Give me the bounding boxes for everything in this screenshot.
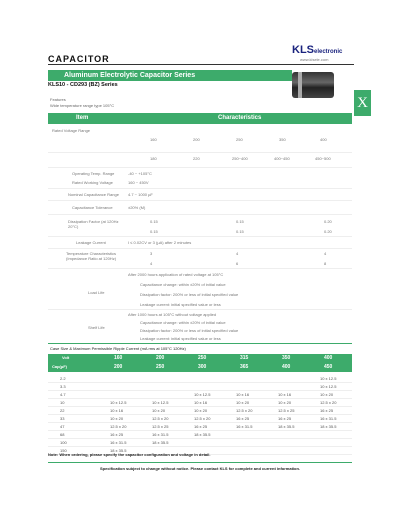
case-size-cell: 10 x 20 [152,408,166,413]
spec-cell: 0.15 [150,229,158,234]
spec-cell: I ≤ 0.02CV or 3 (µA) after 2 minutes [128,240,192,245]
case-size-cell: 10 x 20 [236,400,250,405]
spec-cell: 4 [150,261,153,266]
col-characteristics: Characteristics [218,115,262,121]
row-divider [48,430,352,431]
row-divider [48,398,352,399]
spec-label: Temperature Characteristics (Impedance Ratio at 120Hz) [66,251,117,261]
row-divider [48,214,352,215]
volt-header: 400 [324,355,333,361]
spec-cell: 4 [324,251,327,256]
spec-cell: 0.15 [236,219,244,224]
spec-cell: 450~500 [315,156,331,161]
spec-cell: 0.15 [150,219,158,224]
case-size-cell: 16 x 31.5 [152,432,169,437]
case-size-cell: 10 x 20 [278,400,292,405]
case-size-cell: 10 x 12.5 [152,400,169,405]
row-divider [48,414,352,415]
cap-value: 4.7 [60,392,66,397]
spec-cell: 350 [279,137,286,142]
spec-cell: 8 [324,261,327,266]
case-size-cell: 12.5 x 25 [152,424,169,429]
col-item: Item [76,115,89,121]
series-title-bar: Aluminum Electrolytic Capacitor Series [48,70,292,81]
row-divider [48,446,352,447]
row-divider [48,382,352,383]
spec-cell: 400~450 [274,156,290,161]
case-size-cell: 12.5 x 20 [236,408,253,413]
cap-value: 10 [60,400,65,405]
case-size-cell: 12.5 x 20 [194,416,211,421]
case-size-cell: 18 x 35.5 [194,432,211,437]
spec-label: Capacitance Tolerance [72,205,113,210]
row-divider [48,438,352,439]
case-size-cell: 10 x 12.5 [320,384,337,389]
capacitor-stripe [298,72,302,98]
row-divider [48,167,352,168]
case-size-cell: 16 x 25 [194,424,208,429]
header-rule [48,64,354,65]
spec-cell: 160 ~ 450V [128,180,149,185]
case-size-cell: 16 x 25 [278,416,292,421]
case-size-cell: 18 x 35.5 [278,424,295,429]
logo-url: www.klsele.com [300,57,329,62]
logo-main: KLS [292,44,314,56]
row-divider [48,422,352,423]
footer-text: Specification subject to change without notice. Please contact KLS for complete and current information. [100,466,301,471]
features-line: Wide temperature range type 105°C [50,103,115,108]
spec-cell: Capacitance change: within ±20% of initial value [140,320,226,325]
volt-header-sub: 365 [240,364,249,370]
cap-value: 68 [60,432,65,437]
table2-caption: Case Size & Maximum Permissible Ripple Current (mA rms at 105°C 120Hz) [50,346,186,351]
row-divider [48,309,352,310]
case-size-cell: 16 x 31.5 [320,416,337,421]
spec-table-header [48,113,352,124]
spec-label: Shelf Life [88,325,105,330]
case-size-cell: 16 x 31.5 [110,440,127,445]
case-size-cell: 10 x 16 [236,392,250,397]
series-subtitle: KLS10 - CD293 (BZ) Series [48,82,118,88]
case-size-cell: 10 x 20 [320,392,334,397]
kls-logo [292,44,342,56]
spec-cell: 400 [320,137,327,142]
capacitor-photo [292,72,334,98]
corner-bottom: Cap(µF) [52,364,67,369]
volt-header-sub: 400 [282,364,291,370]
spec-label: Nominal Capacitance Range [68,192,119,197]
corner-top: Volt [62,355,70,360]
cap-value: 22 [60,408,65,413]
volt-header: 350 [282,355,291,361]
logo-sub: electronic [314,49,343,55]
spec-cell: 180 [150,156,157,161]
spec-cell: 250 [236,137,243,142]
row-divider [48,248,352,249]
spec-cell: Capacitance change: within ±20% of initial value [140,282,226,287]
cap-value: 33 [60,416,65,421]
volt-header-sub: 450 [324,364,333,370]
case-size-cell: 10 x 12.5 [194,392,211,397]
spec-label: Dissipation Factor (at 120Hz 20°C) [68,219,119,229]
row-divider [48,200,352,201]
spec-cell: After 1000 hours at 105°C without voltage applied [128,312,217,317]
volt-header: 315 [240,355,249,361]
section-tab-x[interactable]: X [354,90,371,116]
case-size-cell: 18 x 35.5 [152,440,169,445]
case-size-cell: 12.5 x 25 [278,408,295,413]
spec-cell: 160 [150,137,157,142]
spec-cell: ±20% (M) [128,205,146,210]
case-size-cell: 10 x 12.5 [320,376,337,381]
case-size-cell: 10 x 16 [278,392,292,397]
footer-rule [48,462,352,463]
order-note: Note: When ordering, please specify the capacitor configuration and voltage in detail. [48,452,211,457]
spec-cell: 0.20 [324,219,332,224]
features-heading: Features [50,97,66,102]
spec-table-bottom-rule [48,343,352,344]
case-size-cell: 10 x 20 [110,416,124,421]
case-size-cell: 12.5 x 20 [320,400,337,405]
volt-header-sub: 200 [114,364,123,370]
case-size-cell: 12.5 x 20 [152,416,169,421]
size-table-header [48,354,352,372]
row-divider [48,152,352,153]
spec-cell: 0.20 [324,229,332,234]
spec-label: Leakage Current [76,240,106,245]
spec-cell: Dissipation factor: 200% or less of initial specified value [140,328,239,333]
volt-header: 160 [114,355,123,361]
row-divider [48,390,352,391]
spec-cell: Leakage current: initial specified value or less [140,336,221,341]
case-size-cell: 16 x 25 [110,432,124,437]
case-size-cell: 10 x 20 [194,408,208,413]
case-size-cell: 12.5 x 20 [110,424,127,429]
cap-value: 3.3 [60,384,66,389]
case-size-cell: 18 x 35.5 [110,448,127,453]
spec-label: Rated Working Voltage [72,180,113,185]
spec-label: Operating Temp. Range [72,171,115,176]
cap-value: 47 [60,424,65,429]
row-divider [48,268,352,269]
spec-cell: 4 [236,251,239,256]
cap-value: 150 [60,448,67,453]
case-size-cell: 10 x 16 [110,408,124,413]
spec-cell: 6 [236,261,239,266]
spec-label: Rated Voltage Range [52,128,91,133]
spec-cell: 3 [150,251,153,256]
spec-cell: Leakage current: initial specified value or less [140,302,221,307]
spec-cell: 4.7 ~ 1000 µF [128,192,153,197]
spec-cell: After 2000 hours application of rated voltage at 105°C [128,272,224,277]
case-size-cell: 10 x 12.5 [110,400,127,405]
row-divider [48,236,352,237]
case-size-cell: 16 x 25 [320,408,334,413]
volt-header: 200 [156,355,165,361]
spec-cell: Dissipation factor: 200% or less of initial specified value [140,292,239,297]
volt-header-sub: 250 [156,364,165,370]
volt-header-sub: 300 [198,364,207,370]
spec-label: Load Life [88,290,105,295]
case-size-cell: 18 x 35.5 [320,424,337,429]
volt-header: 250 [198,355,207,361]
case-size-cell: 10 x 16 [194,400,208,405]
page-category-title: CAPACITOR [48,54,110,64]
cap-value: 100 [60,440,67,445]
spec-cell: 220 [193,156,200,161]
row-divider [48,188,352,189]
case-size-cell: 16 x 25 [236,416,250,421]
row-divider [48,406,352,407]
spec-cell: 200 [193,137,200,142]
spec-cell: 250~400 [232,156,248,161]
cap-value: 2.2 [60,376,66,381]
spec-cell: 0.15 [236,229,244,234]
case-size-cell: 16 x 31.5 [236,424,253,429]
spec-cell: -40 ~ +105°C [128,171,152,176]
